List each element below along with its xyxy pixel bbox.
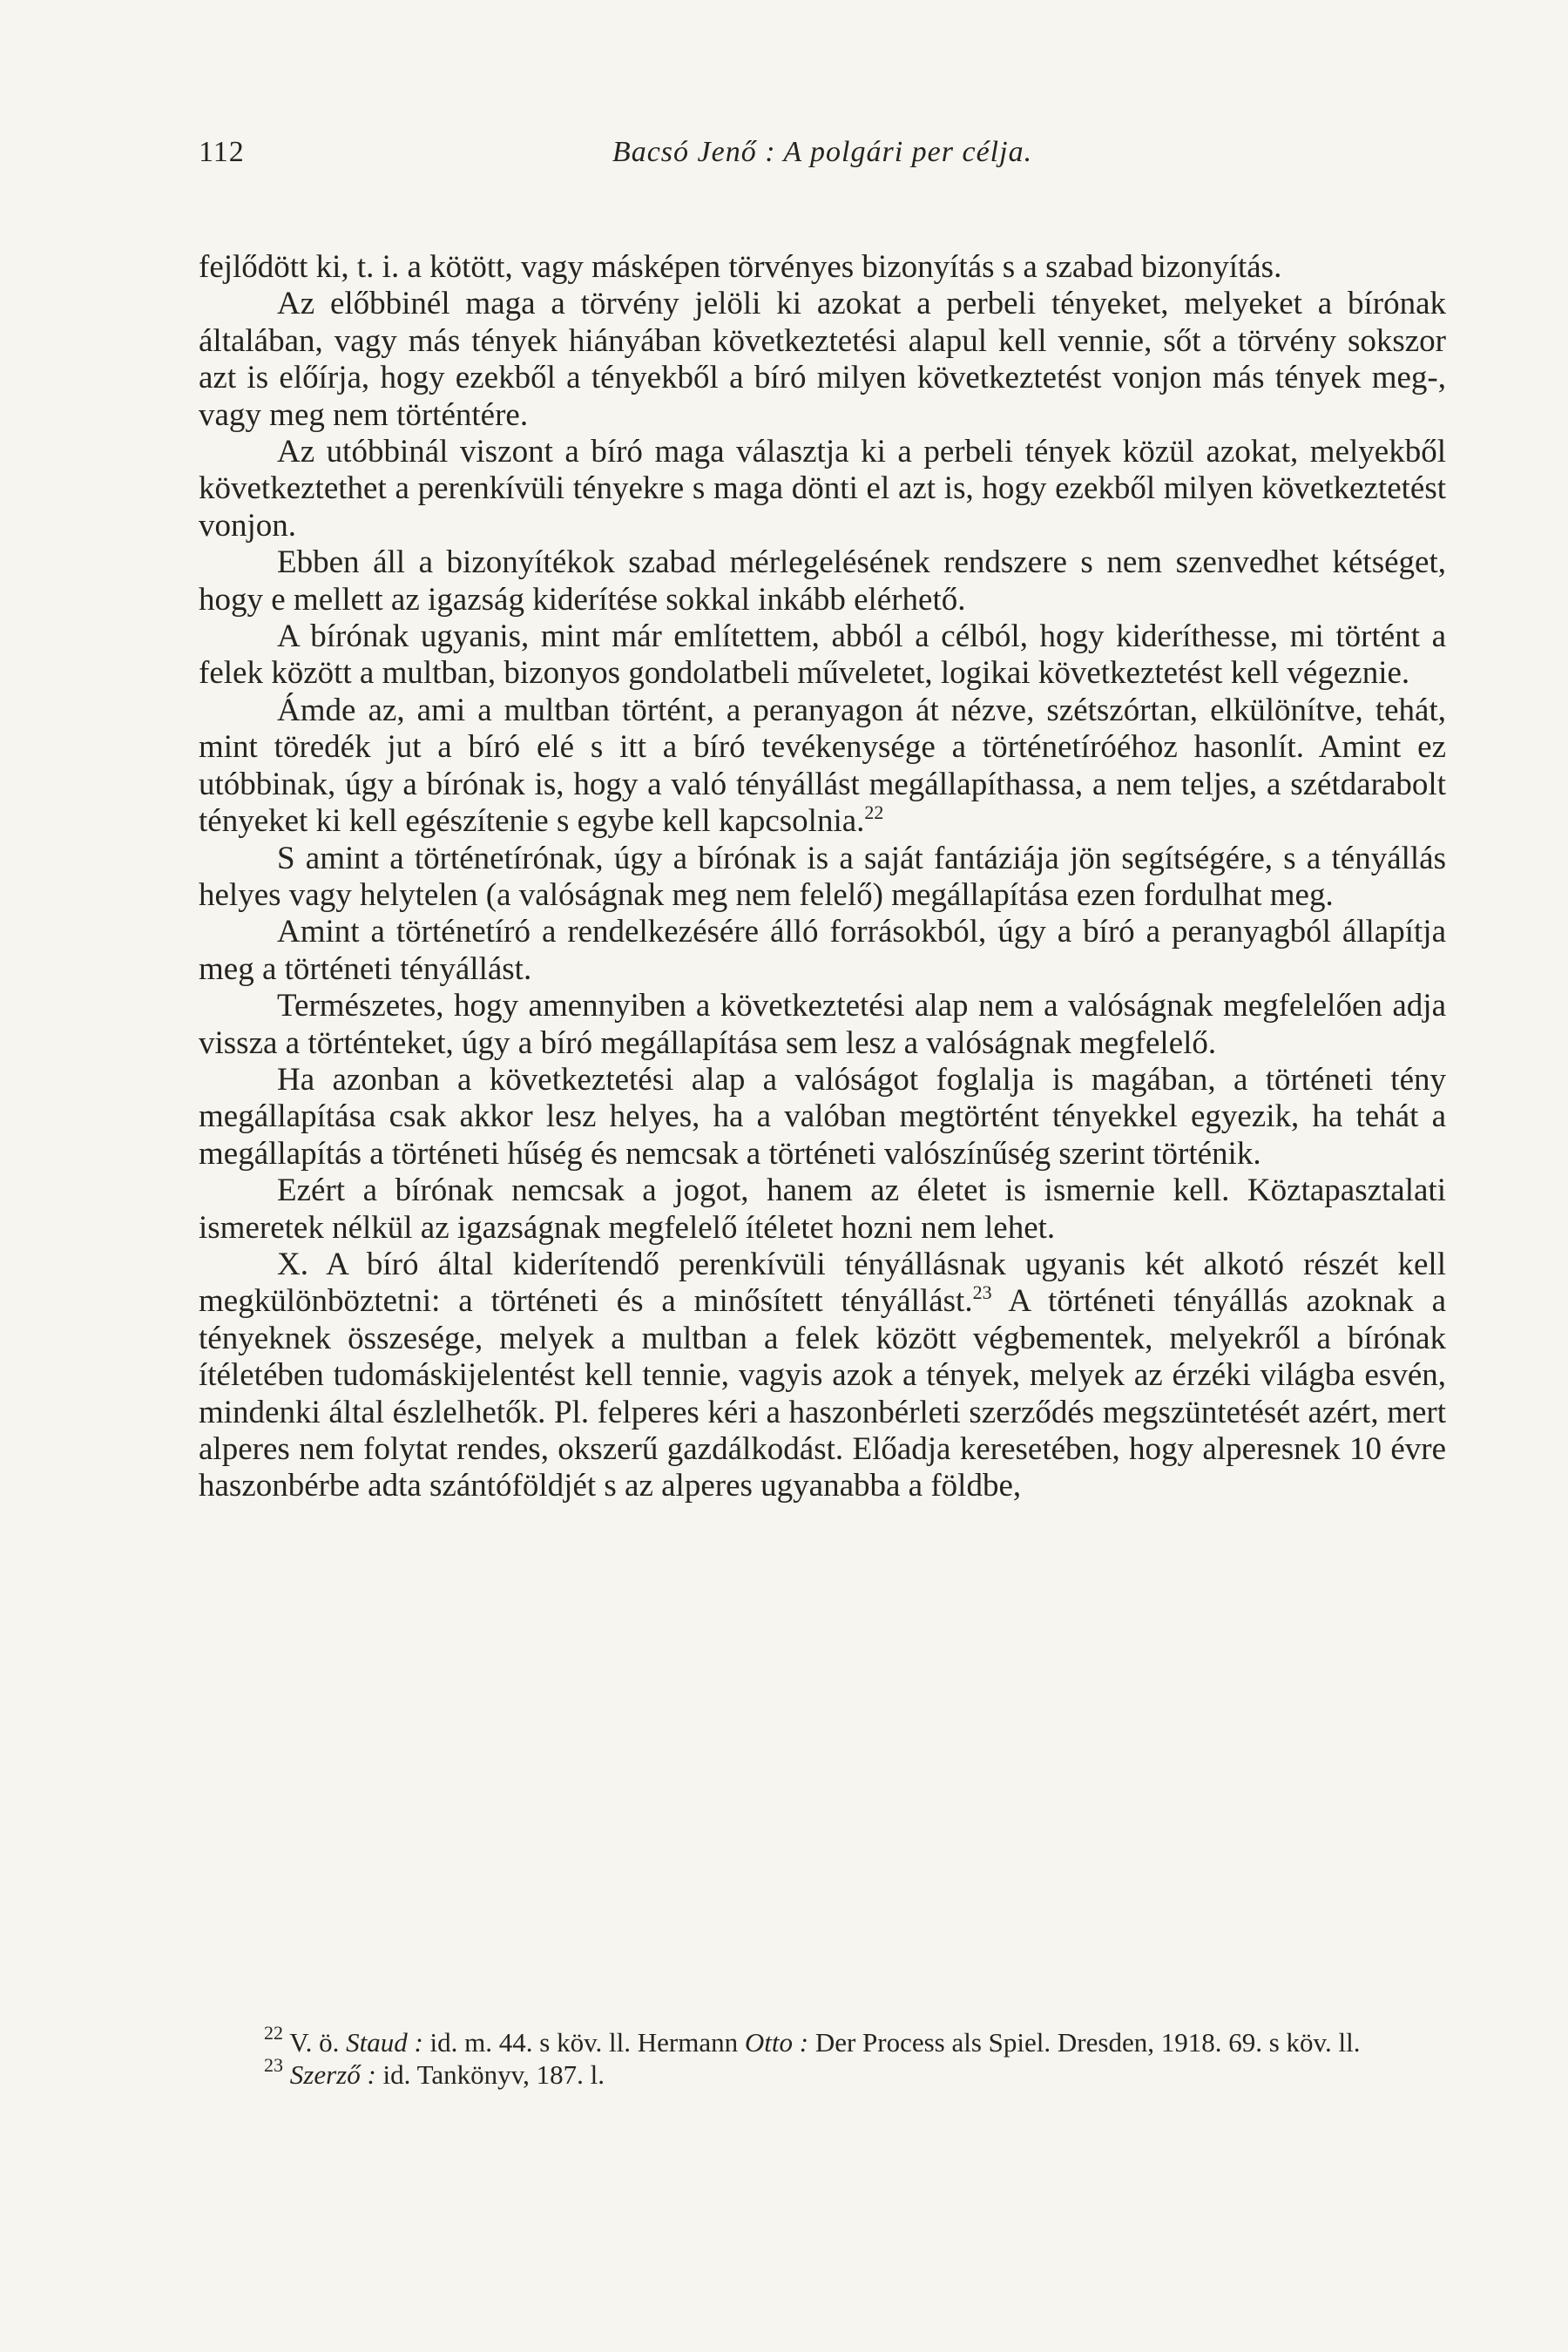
paragraph: S amint a történetírónak, úgy a bírónak is a saját fantáziája jön segítségére, s a tényállás helyes vagy helytelen (a valóságnak meg nem felelő) megállapítása ezen fordulhat meg. — [199, 840, 1446, 913]
paragraph: Az utóbbinál viszont a bíró maga választja ki a perbeli tények közül azokat, melyekből következtethet a perenkívüli tényekre s maga dönti el azt is, hogy ezekből milyen következtetést vonjon. — [199, 434, 1446, 544]
footnote-text: Der Process als Spiel. Dresden, 1918. 69. s köv. ll. — [808, 2027, 1361, 2058]
footnotes — [199, 2022, 1446, 2091]
footnote-ref-23[interactable]: 23 — [972, 1281, 992, 1304]
footnote-22 — [199, 2022, 1446, 2058]
running-title: Bacsó Jenő : A polgári per célja. — [612, 136, 1033, 168]
paragraph: Ebben áll a bizonyítékok szabad mérlegelésének rendszere s nem szenvedhet kétséget, hogy e mellett az igazság kiderítése sokkal inkább elérhető. — [199, 544, 1446, 618]
paragraph: Ha azonban a következtetési alap a valóságot foglalja is magában, a történeti tény megállapítása csak akkor lesz helyes, ha a valóban megtörtént tényekkel egyezik, ha tehát a megállapítás a történeti hűség és nemcsak a történeti valószínűség szerint történik. — [199, 1061, 1446, 1172]
paragraph: Ezért a bírónak nemcsak a jogot, hanem az életet is ismernie kell. Köztapasztalati ismeretek nélkül az igazságnak megfelelő ítéletet hozni nem lehet. — [199, 1173, 1446, 1246]
footnote-author: Staud : — [346, 2027, 423, 2058]
footnote-ref-22[interactable]: 22 — [864, 801, 884, 824]
page-header — [199, 131, 1446, 174]
paragraph-text: Ámde az, ami a multban történt, a peranyagon át nézve, szétszórtan, elkülönítve, tehát, mint töredék jut a bíró elé s itt a bíró tevékenysége a történetíróéhoz hasonlít. Amint ez utóbbinak, úgy a bírónak is, hogy a való tényállást megállapíthassa, a nem teljes, a szétdarabolt tényeket ki kell egészítenie s egybe kell kapcsolnia. — [199, 692, 1446, 840]
footnote-23 — [199, 2054, 1446, 2091]
footnote-number: 23 — [264, 2054, 283, 2076]
paragraph — [199, 693, 1446, 841]
paragraph: Az előbbinél maga a törvény jelöli ki azokat a perbeli tényeket, melyeket a bírónak általában, vagy más tények hiányában következtetési alapul kell vennie, sőt a törvény sokszor azt is előírja, hogy ezekből a tényekből a bíró milyen következtetést vonjon más tények meg-, vagy meg nem történtére. — [199, 286, 1446, 433]
paragraph: Természetes, hogy amennyiben a következtetési alap nem a valóságnak megfelelően adja vissza a történteket, úgy a bíró megállapítása sem lesz a valóságnak megfelelő. — [199, 988, 1446, 1061]
paragraph — [199, 1247, 1446, 1505]
page-number: 112 — [199, 136, 245, 168]
footnote-number: 22 — [264, 2022, 283, 2044]
footnote-text: id. m. 44. s köv. ll. Hermann — [422, 2027, 745, 2058]
paragraph-text: X. A bíró által kiderítendő perenkívüli tényállásnak ugyanis két alkotó részét kell megkülönböztetni: a történeti és a minősített tényállást. — [199, 1246, 1446, 1320]
paragraph: fejlődött ki, t. i. a kötött, vagy másképen törvényes bizonyítás s a szabad bizonyítás. — [199, 249, 1282, 285]
footnote-text: id. Tankönyv, 187. l. — [375, 2059, 605, 2090]
paragraph: A bírónak ugyanis, mint már említettem, abból a célból, hogy kideríthesse, mi történt a felek között a multban, bizonyos gondolatbeli műveletet, logikai következtetést kell végeznie. — [199, 618, 1446, 692]
footnote-author: Szerző : — [289, 2059, 376, 2090]
footnote-author: Otto : — [744, 2027, 809, 2058]
paragraph-text: A történeti tényállás azoknak a tényeknek összesége, melyek a multban a felek között végbementek, melyekről a bírónak ítéletében tudomáskijelentést kell tennie, vagyis azok a tények, melyek az érzéki világba esvén, mindenki által észlelhetők. Pl. felperes kéri a haszonbérleti szerződés megszüntetését azért, mert alperes nem folytat rendes, okszerű gazdálkodást. Előadja keresetében, hogy alperesnek 10 évre haszonbérbe adta szántóföldjét s az alperes ugyanabba a földbe, — [199, 1283, 1447, 1504]
footnote-text: V. ö. — [283, 2027, 347, 2058]
body-text — [199, 249, 1446, 1505]
paragraph: Amint a történetíró a rendelkezésére álló forrásokból, úgy a bíró a peranyagból állapítja meg a történeti tényállást. — [199, 914, 1446, 987]
